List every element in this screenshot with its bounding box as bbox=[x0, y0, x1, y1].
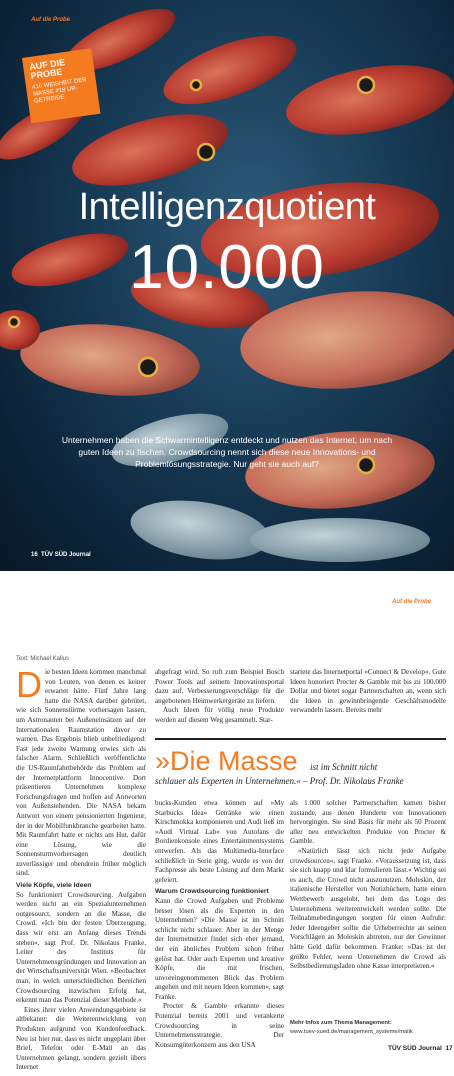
quote-rule-top bbox=[155, 738, 446, 740]
subhead-2: Warum Crowdsourcing funktioniert bbox=[155, 888, 269, 896]
info-box bbox=[290, 1019, 413, 1037]
pull-quote-large: »Die Masse bbox=[155, 746, 298, 776]
journal-name-right: TÜV SÜD Journal bbox=[388, 1045, 442, 1052]
pull-quote-tail-1: ist im Schnitt nicht bbox=[310, 762, 378, 772]
byline: Text: Michael Kallus bbox=[16, 656, 70, 662]
section-kicker-right: Auf die Probe bbox=[392, 599, 432, 605]
col2b-paragraph-1: bucks-Kunden etwa können auf »My Starbucks Idea« Getränke wie einen Kirschmokka komponieren und Audi ließ im »Audi Virtual Lab« von Autofans die Bordienkonsole eines Entertainmentsystems entwerfen. Als das Multimedia-Interface schließlich in Serie ging, wurde es von der Fachpresse als beste Lösung auf dem Markt gefeiert. bbox=[155, 799, 284, 884]
col2b-paragraph-3: Procter & Gamble erkannte dieses Potenzial bereits 2001 und verankerte Crowdsourcing in seine Unternehmensstrategie. Der Konsumgüterkonzern aus den USA bbox=[155, 1002, 284, 1049]
col3b-paragraph-1: als 1.000 solcher Partnerschaften kamen bisher zustande, aus denen Hunderte von Innovationen hervorgingen. Sie sind Basis für mehr als 50 Prozent aller neu entwickelten Produkte von Procter & Gamble. bbox=[290, 799, 446, 846]
dropcap: D bbox=[16, 664, 42, 705]
page-folio-left bbox=[31, 552, 91, 558]
column-3-top bbox=[290, 668, 446, 716]
col3-paragraph-1: startete das Internetportal »Connect & Develop«. Gute Ideen honoriert Procter & Gamble mit bis zu 100.000 Dollar und bietet sogar Partnerschaften an, wenn sich die Ideen in gewinnbringende Geschäftsmodelle verwandeln lassen. Bereits mehr bbox=[290, 668, 446, 715]
column-2-bottom bbox=[155, 799, 284, 1050]
column-2-top bbox=[155, 668, 284, 726]
badge-subtitle: #16 WEISHEIT DER MASSE #18 UR-GETREIDE bbox=[31, 77, 88, 105]
info-link[interactable]: www.tuev-sued.de/management_systeme/malik bbox=[290, 1029, 413, 1035]
col1-paragraph-2: So funktioniert Crowdsourcing. Aufgaben werden nicht an ein Spezialunternehmen outgesourct, sondern an die Masse, die Crowd. »Ich bin der festen Überzeugung, dass wir erst am Anfang dieses Trends stehen«, sagt Prof. Dr. Nikolaus Franke, Leiter des Instituts für Unternehmensgründungen und Innovation an der Wirtschaftsuniversität Wien. »Beobachtet man, in welch unterschiedlichen Bereichen Crowdsourcing inzwischen Erfolg hat, erkennt man das Potenzial dieser Methode.« bbox=[16, 890, 146, 1005]
page-number-right: 17 bbox=[445, 1045, 453, 1052]
col2b-paragraph-2: Kann die Crowd Aufgaben und Probleme besser lösen als die Experten in den Unternehmen? »Die Masse ist im Schnitt schlicht nicht schlauer. Aber in der Menge der Internetnutzer findet sich eher jemand, der ein ähnliches Problem schon früher gelöst hat. Oder auch Experten und kreative Köpfe, die mit frischen, unvoreingenommenen Blick das Problem angehen und mit neuen Ideen kommen«, sagt Franke. bbox=[155, 896, 284, 1001]
column-3-bottom bbox=[290, 799, 446, 972]
column-1 bbox=[16, 664, 146, 1073]
subhead-1: Viele Köpfe, viele Ideen bbox=[16, 882, 92, 890]
col2-paragraph-2: Auch Ideen für völlig neue Produkte werden auf diesem Weg gesammelt. Star- bbox=[155, 706, 284, 724]
section-kicker: Auf die Probe bbox=[31, 17, 71, 23]
headline-line1: Intelligenzquotient bbox=[78, 186, 376, 228]
col1-paragraph-3: Eines ihrer vielen Anwendungsgebiete ist altbekannt: die Weiterentwicklung von Produkten aufgrund von Kundenfeedback. Neu ist hier nur, dass es nicht ungeplant über Brief, Telefon oder E-Mail an das Unternehmen gelangt, sondern gezielt übers Internet bbox=[16, 1005, 146, 1072]
series-badge bbox=[22, 48, 101, 123]
headline-line2: 10.000 bbox=[129, 233, 325, 302]
journal-name: TÜV SÜD Journal bbox=[41, 552, 91, 558]
pull-quote-tail-2: schlauer als Experten in Unternehmen.« – Prof. Dr. Nikolaus Franke bbox=[155, 776, 404, 786]
badge-title: AUF DIE PROBE bbox=[28, 57, 66, 81]
col1-paragraph-1: ie besten Ideen kommen manchmal von Leuten, von denen es keiner erwartet hätte. Fünf Jahre lang hatte die NASA darüber gebrütet, wie sich Sonnenstürme vorhersagen lassen, um Astronauten bei Außeneinsätzen auf der Internationalen Raumstation davor zu warnen. Das Ergebnis blieb unbefriedigend: Fast jede zweite Warnung erwies sich als falscher Alarm. Schließlich veröffentlichte die US-Raumfahrtbehörde das Problem auf der Internetplattform Innocentive. Dort präsentieren Unternehmen komplexe Forschungsfragen und hoffen auf Antworten von Außenstehenden. Die NASA bekam Antwort von einem pensionierten Ingenieur, der in der Mobilfunkbranche gearbeitet hatte. Mit Raumfahrt hatte er nichts am Hut, dafür eine Lösung, wie die Sonnensturmvorhersagen deutlich zuverlässiger und obendrein früher möglich sind. bbox=[16, 668, 146, 878]
col3b-paragraph-2: »Natürlich lässt sich nicht jede Aufgabe crowdsourcen«, sagt Franke. »Voraussetzung ist, dass sie sich knapp und klar formulieren lässt.« Wichtig sei es auch, die Crowd nicht auszunutzen. Moleskin, der italienische Hersteller von Notizbüchern, hatte einen Wettbewerb ausgelobt, bei dem das Logo des Unternehmens weiterentwickelt werden sollte. Die Teilnahmebedingungen sorgten für einen Aufruhr: Jeder Ideengeber sollte die Urheberrechte an seinen Vorschlägen an Moleskin abtreten, nur der Gewinner hätte Geld dafür bekommen. Franke: »Das ist der größte Fehler, wenn Unternehmen die Crowd als Selbstbedienungsladen ohne Kasse interpretieren.« bbox=[290, 846, 446, 971]
info-heading: Mehr Infos zum Thema Management: bbox=[290, 1020, 392, 1026]
lead-text: Unternehmen haben die Schwarmintelligenz entdeckt und nutzen das Internet, um nach guten Ideen zu fischen. Crowdsourcing nennt sich diese neue Innovations- und Problemlösungsstrategie. Nur geht sie auch auf? bbox=[61, 435, 393, 469]
page-folio-right bbox=[388, 1045, 453, 1052]
page-number: 16 bbox=[31, 552, 38, 558]
col2-paragraph-1: abgefragt wird. So ruft zum Beispiel Bosch Power Tools auf seinem Innovationsportal dazu auf, Verbesserungsvorschläge für die angebotenen Heimwerkergeräte zu liefern. bbox=[155, 668, 284, 705]
